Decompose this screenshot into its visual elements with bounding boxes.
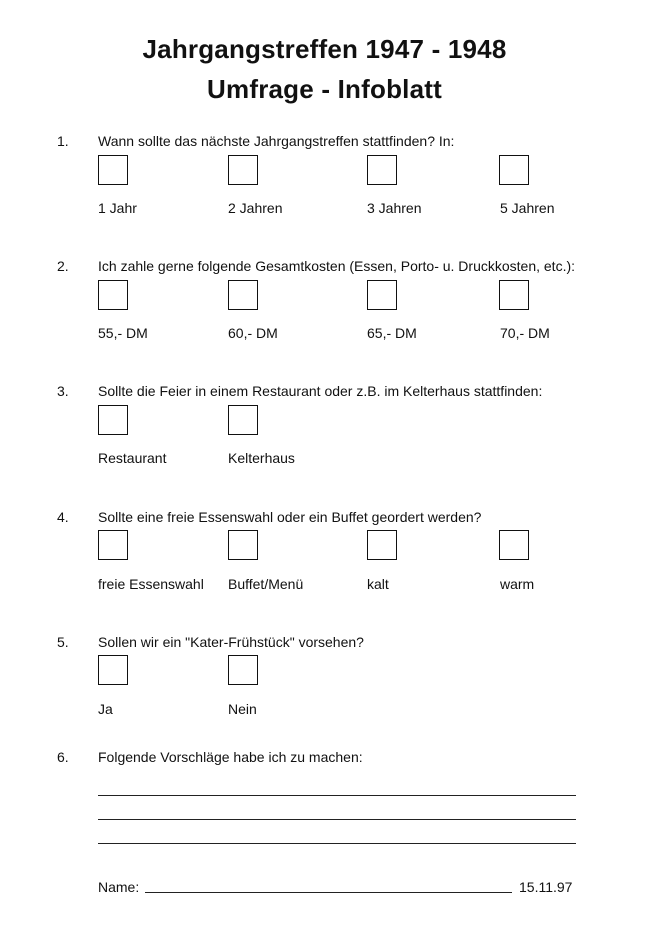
suggestion-line-3[interactable] <box>98 843 576 844</box>
question-number: 3. <box>57 383 69 399</box>
option-label: Nein <box>228 701 257 717</box>
form-date: 15.11.97 <box>519 879 573 895</box>
checkbox-65-dm[interactable] <box>367 280 397 310</box>
name-label: Name: <box>98 879 140 895</box>
option-label: Restaurant <box>98 450 167 466</box>
option-label: warm <box>500 576 535 592</box>
checkbox-freie-essenswahl[interactable] <box>98 530 128 560</box>
checkbox-nein[interactable] <box>228 655 258 685</box>
checkbox-55-dm[interactable] <box>98 280 128 310</box>
option-label: 70,- DM <box>500 325 550 341</box>
checkbox-buffet-menu[interactable] <box>228 530 258 560</box>
question-text: Wann sollte das nächste Jahrgangstreffen stattfinden? In: <box>98 133 455 149</box>
checkbox-60-dm[interactable] <box>228 280 258 310</box>
question-text: Ich zahle gerne folgende Gesamtkosten (Essen, Porto- u. Druckkosten, etc.): <box>98 258 576 274</box>
option-label: 65,- DM <box>367 325 417 341</box>
question-number: 4. <box>57 509 69 525</box>
question-text: Sollte die Feier in einem Restaurant oder z.B. im Kelterhaus stattfinden: <box>98 383 543 399</box>
question-text: Folgende Vorschläge habe ich zu machen: <box>98 749 363 765</box>
option-label: kalt <box>367 576 389 592</box>
option-label: freie Essenswahl <box>98 576 204 592</box>
option-label: 5 Jahren <box>500 200 555 216</box>
checkbox-kelterhaus[interactable] <box>228 405 258 435</box>
option-label: Ja <box>98 701 113 717</box>
checkbox-kalt[interactable] <box>367 530 397 560</box>
checkbox-70-dm[interactable] <box>499 280 529 310</box>
question-text: Sollen wir ein "Kater-Frühstück" vorsehen? <box>98 634 364 650</box>
question-number: 6. <box>57 749 69 765</box>
checkbox-restaurant[interactable] <box>98 405 128 435</box>
option-label: 55,- DM <box>98 325 148 341</box>
checkbox-ja[interactable] <box>98 655 128 685</box>
option-label: 1 Jahr <box>98 200 137 216</box>
page-subtitle: Umfrage - Infoblatt <box>207 74 442 104</box>
question-number: 1. <box>57 133 69 149</box>
suggestion-line-2[interactable] <box>98 819 576 820</box>
page-title: Jahrgangstreffen 1947 - 1948 <box>142 34 507 64</box>
option-label: Buffet/Menü <box>228 576 304 592</box>
checkbox-warm[interactable] <box>499 530 529 560</box>
question-number: 2. <box>57 258 69 274</box>
question-text: Sollte eine freie Essenswahl oder ein Buffet geordert werden? <box>98 509 482 525</box>
checkbox-3-jahren[interactable] <box>367 155 397 185</box>
option-label: 60,- DM <box>228 325 278 341</box>
checkbox-1-jahr[interactable] <box>98 155 128 185</box>
question-number: 5. <box>57 634 69 650</box>
name-field[interactable] <box>145 892 512 893</box>
option-label: 3 Jahren <box>367 200 422 216</box>
suggestion-line-1[interactable] <box>98 795 576 796</box>
checkbox-5-jahren[interactable] <box>499 155 529 185</box>
checkbox-2-jahren[interactable] <box>228 155 258 185</box>
option-label: Kelterhaus <box>228 450 295 466</box>
option-label: 2 Jahren <box>228 200 283 216</box>
